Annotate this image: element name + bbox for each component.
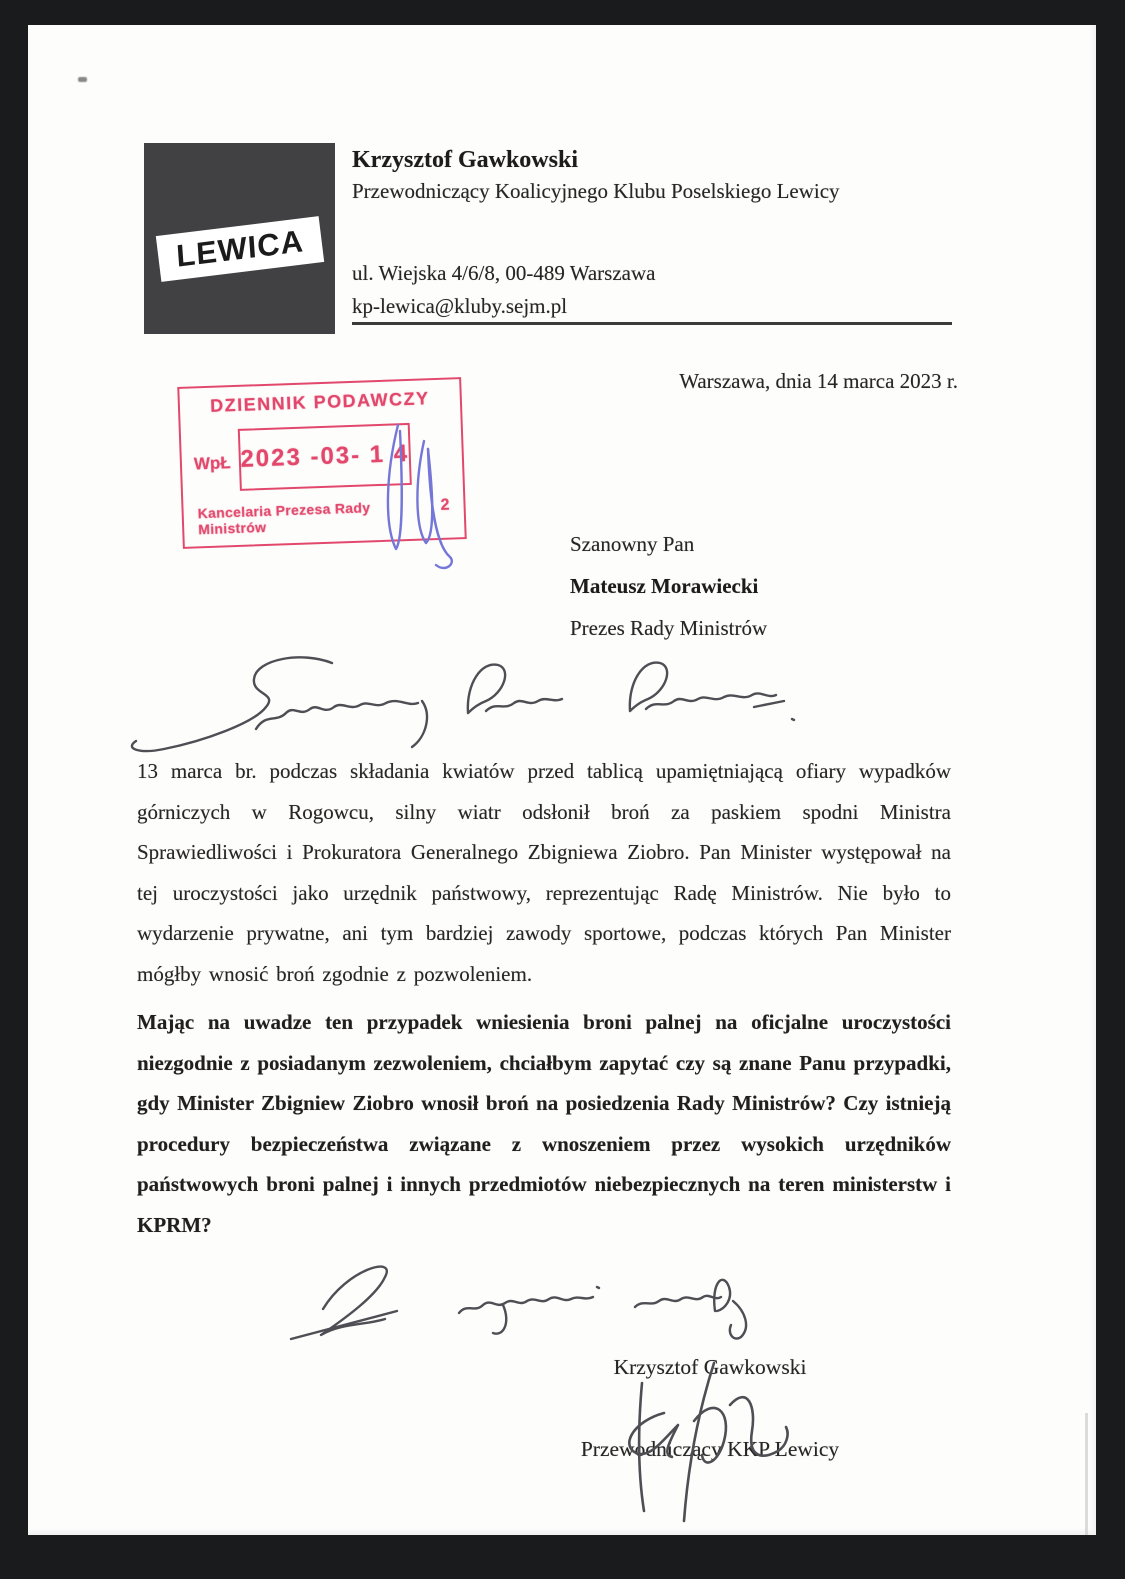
sender-contact [352,257,992,323]
logo-text: LEWICA [175,223,305,274]
lewica-logo [144,143,335,334]
document-page [28,25,1096,1535]
handwritten-salutation [106,649,806,761]
recipient-salutation: Szanowny Pan [570,532,695,556]
recipient-block [570,523,767,649]
handwritten-closing [263,1251,808,1349]
scan-speck-artifact [78,77,87,82]
header-divider [352,322,952,325]
recipient-name: Mateusz Morawiecki [570,574,759,598]
sender-name: Krzysztof Gawkowski [352,147,578,173]
stamp-office: Kancelaria Prezesa Rady Ministrów [197,499,371,538]
stamp-wpl-label: WpŁ [193,453,232,474]
sender-email: kp-lewica@kluby.sejm.pl [352,294,568,318]
stamp-title: DZIENNIK PODAWCZY [209,388,430,416]
stamp-number: 2 [440,496,450,514]
paraph-signature-icon [366,413,461,578]
body-paragraph-1: 13 marca br. podczas składania kwiatów przed tablicą upamiętniającą ofiary wypadków górniczych w Rogowcu, silny wiatr odsłonił broń za paskiem spodni Ministra Sprawiedliwości i Prokuratora Generalnego Zbigniewa Ziobro. Pan Minister występował na tej uroczystości jako urzędnik państwowy, reprezentując Radę Ministrów. Nie było to wydarzenie prywatne, ani tym bardziej zawody sportowe, podczas których Pan Minister mógłby wnosić broń zgodnie z pozwoleniem. [137,759,951,986]
signature-scribble [598,1361,788,1529]
recipient-title: Prezes Rady Ministrów [570,616,768,640]
dateline: Warszawa, dnia 14 marca 2023 r. [679,369,958,393]
signatory-title: Przewodniczący KKP Lewicy [580,1437,840,1461]
sender-block [352,145,992,207]
scan-edge-artifact [1085,1413,1088,1535]
sender-title: Przewodniczący Koalicyjnego Klubu Poselskiego Lewicy [352,179,840,203]
body-paragraph-2: Mając na uwadze ten przypadek wniesienia broni palnej na oficjalne uroczystości niezgodnie z posiadanym zezwoleniem, chciałbym zapytać czy są znane Panu przypadki, gdy Minister Zbigniew Ziobro wnosił broń na posiedzenia Rady Ministrów? Czy istnieją procedury bezpieczeństwa związane z wnoszeniem przez wysokich urzędników państwowych broni palnej i innych przedmiotów niebezpiecznych na teren ministerstw i KPRM? [137,1010,951,1237]
sender-address: ul. Wiejska 4/6/8, 00-489 Warszawa [352,261,656,285]
logo-band [156,216,324,282]
signatory-name: Krzysztof Gawkowski [613,1355,807,1379]
stamp-date: 2023 -03- 1 4 [239,439,410,473]
